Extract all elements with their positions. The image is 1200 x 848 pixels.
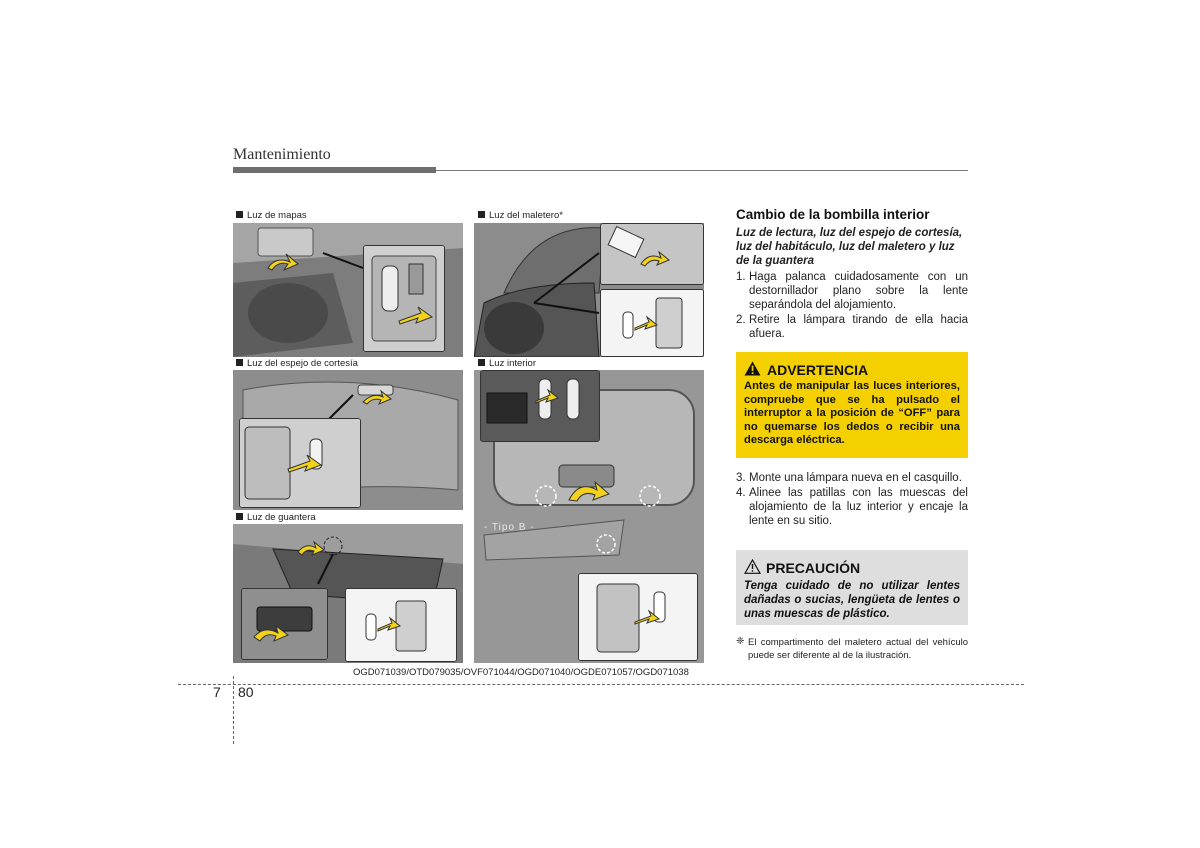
vanity-bulb-illustration — [240, 419, 360, 507]
photo-vanity-light — [233, 370, 463, 510]
warning-box — [736, 352, 968, 458]
square-bullet-icon — [478, 211, 485, 218]
photo-map-light — [233, 223, 463, 357]
footer-vertical-divider — [233, 676, 234, 744]
vanity-light-inset — [239, 418, 361, 508]
trunk-lens-illustration — [601, 224, 703, 284]
warning-triangle-icon — [744, 361, 761, 381]
glovebox-lens-inset — [241, 588, 328, 660]
footer-divider — [178, 684, 1024, 685]
glovebox-bulb-illustration — [346, 589, 456, 661]
figure-caption-vanity-light: Luz del espejo de cortesía — [236, 358, 358, 369]
list-item: 3. Monte una lámpara nueva en el casquillo. — [736, 472, 962, 484]
photo-interior-light — [474, 370, 704, 663]
caution-box — [736, 550, 968, 625]
chapter-number: 7 — [213, 684, 221, 700]
interior-type-a-inset — [480, 370, 600, 442]
glovebox-bulb-inset — [345, 588, 457, 662]
photo-trunk-light — [474, 223, 704, 357]
map-light-inset — [363, 245, 445, 352]
type-a-bulb-illustration — [481, 371, 599, 441]
caution-title: PRECAUCIÓN — [766, 560, 861, 576]
note-symbol-icon: ❈ — [736, 636, 745, 647]
section-heading: Cambio de la bombilla interior — [736, 207, 930, 222]
trunk-bulb-inset — [600, 289, 704, 357]
header-rule-thick — [233, 167, 436, 173]
figure-caption-map-light: Luz de mapas — [236, 210, 307, 221]
square-bullet-icon — [236, 513, 243, 520]
figure-codes: OGD071039/OTD079035/OVF071044/OGD071040/OGDE071057/OGD071038 — [353, 667, 689, 678]
list-item: 1. Haga palanca cuidadosamente con un destornillador plano sobre la lente separándola del alojamiento. — [736, 271, 968, 311]
section-subheading: Luz de lectura, luz del espejo de cortesía, luz del habitáculo, luz del maletero y luz de la guantera — [736, 227, 963, 267]
figure-caption-glovebox-light: Luz de guantera — [236, 512, 316, 523]
list-item: 4. Alinee las patillas con las muescas del alojamiento de la luz interior y encaje la lente en su sitio. — [736, 487, 968, 527]
steps-list-b — [736, 471, 968, 529]
list-item: 2. Retire la lámpara tirando de ella hacia afuera. — [736, 314, 968, 340]
page-number: 80 — [238, 684, 254, 700]
glovebox-lens-illustration — [242, 589, 327, 659]
warning-body: Antes de manipular las luces interiores, compruebe que se ha pulsado el interruptor a la posición de “OFF” para no quemarse los dedos o recibir una descarga eléctrica. — [744, 380, 960, 447]
header-rule-thin — [436, 170, 968, 171]
section-title: Mantenimiento — [233, 146, 331, 163]
photo-glovebox-light — [233, 524, 463, 663]
steps-list-a — [736, 270, 968, 342]
square-bullet-icon — [236, 359, 243, 366]
bulb-removal-illustration — [364, 246, 444, 351]
trunk-bulb-illustration — [601, 290, 703, 356]
square-bullet-icon — [236, 211, 243, 218]
figure-caption-interior-light: Luz interior — [478, 358, 536, 369]
type-b-label: - Tipo B - — [484, 522, 535, 533]
warning-title: ADVERTENCIA — [767, 362, 869, 378]
note-text: El compartimento del maletero actual del vehículo puede ser diferente al de la ilustración. — [748, 637, 968, 661]
trunk-lens-inset — [600, 223, 704, 285]
type-b-bulb-illustration — [579, 574, 697, 660]
interior-type-b-inset — [578, 573, 698, 661]
caution-body: Tenga cuidado de no utilizar lentes dañadas o sucias, lengüeta de lentes o unas muescas de plástico. — [744, 580, 960, 620]
square-bullet-icon — [478, 359, 485, 366]
caution-triangle-icon — [744, 559, 761, 579]
figure-caption-trunk-light: Luz del maletero* — [478, 210, 563, 221]
